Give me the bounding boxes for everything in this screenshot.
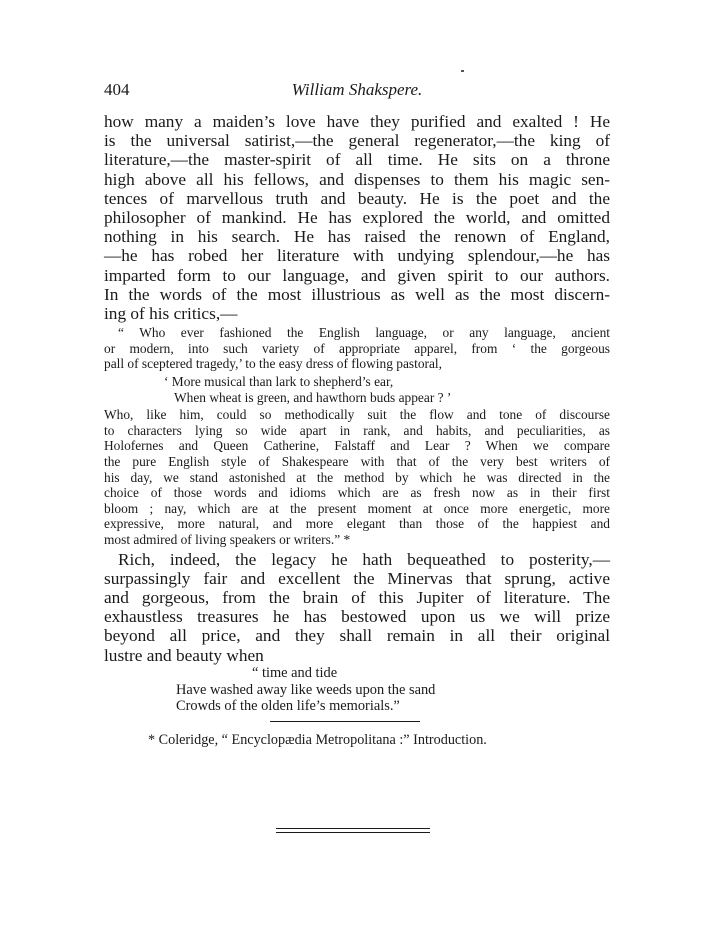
block-quote-1 <box>104 325 610 372</box>
print-speck <box>461 70 464 72</box>
quote-line: pall of sceptered tragedy,’ to the easy dress of flowing pastoral, <box>104 356 442 372</box>
end-rule <box>276 828 430 829</box>
end-rule <box>276 832 430 833</box>
quote-line: the pure English style of Shakespeare with that of the very best writers of <box>104 453 610 469</box>
verse-line: Crowds of the olden life’s memorials.” <box>176 698 400 715</box>
quote-line: his day, we stand astonished at the method by which he was directed in the <box>104 469 610 485</box>
paragraph-2 <box>104 550 610 665</box>
quote-line: choice of those words and idioms which are as fresh now as in their first <box>104 485 610 501</box>
paragraph-line: ing of his critics,— <box>104 304 238 324</box>
quote-line: or modern, into such variety of appropriate apparel, from ‘ the gorgeous <box>104 340 610 356</box>
verse-line: ‘ More musical than lark to shepherd’s ear, <box>164 374 394 390</box>
quote-line: Who, like him, could so methodically suit the flow and tone of discourse <box>104 407 610 423</box>
verse-line: Have washed away like weeds upon the sand <box>176 681 436 698</box>
paragraph-line: high above all his fellows, and dispenses to them his magic sen- <box>104 169 610 189</box>
paragraph-line: imparted form to our language, and given spirit to our authors. <box>104 265 610 285</box>
quote-line: “ Who ever fashioned the English language, or any language, ancient <box>118 325 610 341</box>
quote-line: expressive, more natural, and more elegant than those of the happiest and <box>104 516 610 532</box>
paragraph-line: and gorgeous, from the brain of this Jupiter of literature. The <box>104 587 610 607</box>
quote-line: Holofernes and Queen Catherine, Falstaff and Lear ? When we compare <box>104 438 610 454</box>
running-title: William Shakspere. <box>291 80 423 99</box>
paragraph-line: literature,—the master-spirit of all time. He sits on a throne <box>104 150 610 170</box>
paragraph-line: exhaustless treasures he has bestowed upon us we will prize <box>104 607 610 627</box>
quote-line: most admired of living speakers or writers.” * <box>104 531 351 547</box>
paragraph-line: how many a maiden’s love have they purified and exalted ! He <box>104 112 610 131</box>
paragraph-line: surpassingly fair and excellent the Minervas that sprung, active <box>104 568 610 588</box>
paragraph-line: lustre and beauty when <box>104 645 264 665</box>
verse-line: When wheat is green, and hawthorn buds appear ? ’ <box>174 389 452 405</box>
footnote-rule <box>270 721 420 722</box>
paragraph-line: philosopher of mankind. He has explored the world, and omitted <box>104 208 610 228</box>
verse-line: “ time and tide <box>252 664 338 681</box>
quote-line: to characters lying so wide apart in rank, and habits, and peculiarities, as <box>104 422 610 438</box>
paragraph-line: nothing in his search. He has raised the renown of England, <box>104 227 610 247</box>
quote-line: bloom ; nay, which are at the present moment at once more energetic, more <box>104 500 610 516</box>
paragraph-line: In the words of the most illustrious as well as the most discern- <box>104 284 610 304</box>
paragraph-line: tences of marvellous truth and beauty. He is the poet and the <box>104 188 610 208</box>
footnote: * Coleridge, “ Encyclopædia Metropolitana :” Introduction. <box>148 732 487 749</box>
running-head <box>104 78 610 104</box>
paragraph-line: Rich, indeed, the legacy he hath bequeathed to posterity,— <box>118 549 610 569</box>
block-quote-2 <box>104 407 610 547</box>
end-rules <box>276 828 430 836</box>
page-number: 404 <box>104 80 130 99</box>
book-page <box>104 78 610 749</box>
paragraph-line: is the universal satirist,—the general regenerator,—the king of <box>104 131 610 151</box>
paragraph-1 <box>104 112 610 323</box>
paragraph-line: —he has robed her literature with undying splendour,—he has <box>104 246 610 266</box>
paragraph-line: beyond all price, and they shall remain in all their original <box>104 626 610 646</box>
verse-quote-2 <box>176 665 610 715</box>
verse-quote-1 <box>164 374 610 405</box>
